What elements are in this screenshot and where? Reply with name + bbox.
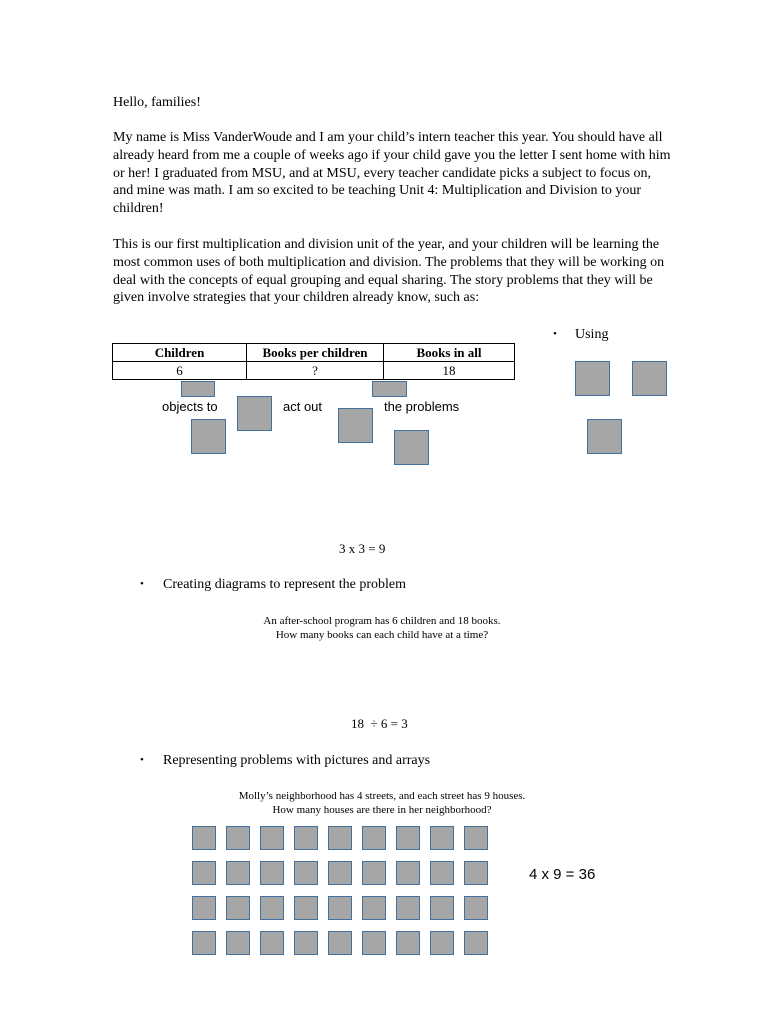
house-square <box>226 861 250 885</box>
array-problem <box>182 789 582 817</box>
unit-paragraph: This is our first multiplication and division unit of the year, and your children will be learning the most common uses of both multiplication and division. The problems that they will be working on deal with the concepts of equal grouping and equal sharing. The story problems that they will be given involve strategies that your children already know, such as: <box>113 237 665 306</box>
house-square <box>226 826 250 850</box>
house-square <box>294 931 318 955</box>
house-square <box>192 896 216 920</box>
object-square <box>191 419 226 454</box>
table-cell: 18 <box>384 362 515 380</box>
house-square <box>328 826 352 850</box>
bullet-icon: • <box>553 328 557 340</box>
house-square <box>464 826 488 850</box>
problem-line: An after-school program has 6 children and 18 books. <box>263 615 501 627</box>
house-square <box>464 896 488 920</box>
house-square <box>430 826 454 850</box>
object-square <box>338 408 373 443</box>
house-square <box>260 861 284 885</box>
house-square <box>396 931 420 955</box>
strategy-diagrams-label: Creating diagrams to represent the problem <box>163 577 406 592</box>
greeting: Hello, families! <box>113 95 201 110</box>
house-square <box>396 896 420 920</box>
diagram-problem <box>212 614 552 642</box>
equation-4x9: 4 x 9 = 36 <box>529 866 596 883</box>
object-square <box>632 361 667 396</box>
house-square <box>328 861 352 885</box>
house-square <box>328 896 352 920</box>
house-square <box>192 861 216 885</box>
house-square <box>260 931 284 955</box>
table-row <box>113 362 515 380</box>
house-square <box>464 861 488 885</box>
act-out-text: act out <box>283 399 323 414</box>
house-square <box>430 931 454 955</box>
table-header-row <box>113 344 515 362</box>
house-square <box>328 931 352 955</box>
object-square <box>587 419 622 454</box>
house-square <box>396 861 420 885</box>
table-header: Children <box>113 344 247 362</box>
strategy-using-label: Using <box>575 327 609 342</box>
house-square <box>362 861 386 885</box>
problem-line: How many books can each child have at a time? <box>275 629 489 641</box>
house-square <box>294 896 318 920</box>
intro-paragraph: My name is Miss VanderWoude and I am your child’s intern teacher this year. You should have all already heard from me a couple of weeks ago if your child gave you the letter I sent home with him or her! I graduated from MSU, and at MSU, every teacher candidate picks a subject to focus on, and mine was math. I am so excited to be teaching Unit 4: Multiplication and Division to your children! <box>113 130 671 217</box>
house-square <box>226 931 250 955</box>
table-cell: 6 <box>113 362 247 380</box>
strategy-arrays-label: Representing problems with pictures and arrays <box>163 753 431 768</box>
house-square <box>430 896 454 920</box>
object-square <box>181 381 215 397</box>
object-square <box>575 361 610 396</box>
books-table <box>112 343 515 380</box>
house-square <box>362 826 386 850</box>
house-square <box>294 861 318 885</box>
house-square <box>362 896 386 920</box>
problem-line: How many houses are there in her neighborhood? <box>272 804 492 816</box>
object-square <box>237 396 272 431</box>
problem-line: Molly’s neighborhood has 4 streets, and each street has 9 houses. <box>238 790 526 802</box>
house-square <box>192 826 216 850</box>
house-square <box>362 931 386 955</box>
house-square <box>294 826 318 850</box>
the-problems-text: the problems <box>384 399 460 414</box>
house-square <box>396 826 420 850</box>
table-header: Books per children <box>247 344 384 362</box>
house-square <box>192 931 216 955</box>
object-square <box>394 430 429 465</box>
house-square <box>430 861 454 885</box>
house-square <box>260 826 284 850</box>
equation-3x3: 3 x 3 = 9 <box>339 541 386 556</box>
objects-to-text: objects to <box>162 399 218 414</box>
object-square <box>372 381 407 397</box>
house-square <box>260 896 284 920</box>
equation-division: 18 ÷ 6 = 3 <box>351 716 408 731</box>
house-square <box>226 896 250 920</box>
table-header: Books in all <box>384 344 515 362</box>
bullet-icon: • <box>140 578 144 590</box>
house-square <box>464 931 488 955</box>
bullet-icon: • <box>140 754 144 766</box>
table-cell: ? <box>247 362 384 380</box>
